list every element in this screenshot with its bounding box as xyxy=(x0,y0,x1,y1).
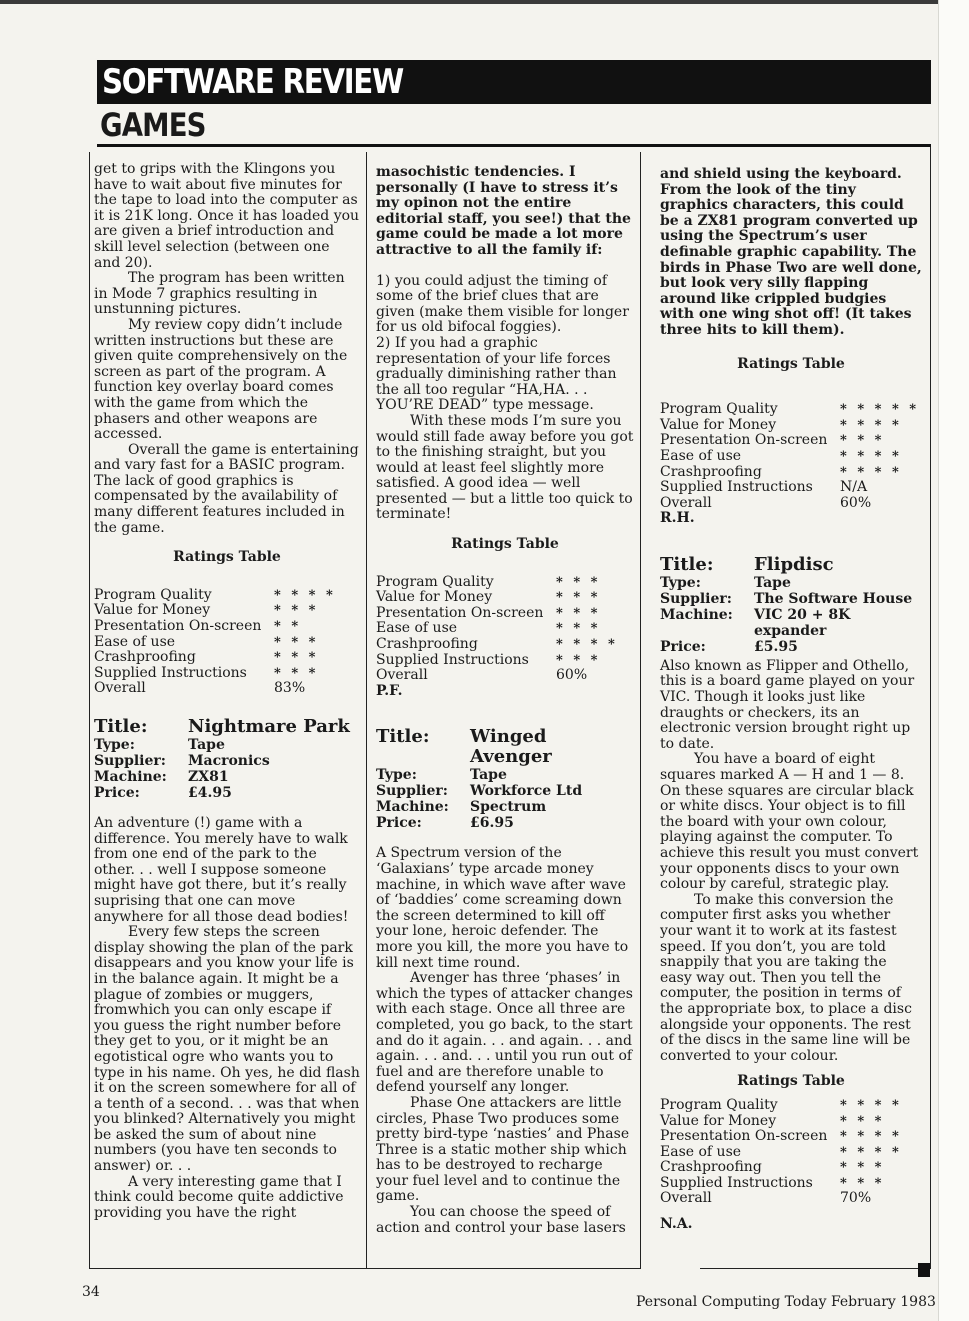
column-1 xyxy=(94,162,360,1221)
rating-value: * * * xyxy=(840,1175,885,1191)
info-row xyxy=(94,753,360,769)
rating-value: * * * * xyxy=(840,1097,902,1113)
info-row xyxy=(376,799,634,815)
review-paragraph: Avenger has three ‘phases’ in which the types of attacker changes with each stage. Once all three are completed, you go back, to the start and do it again. . . and again. . . and again. . . and. . . until you run out of fuel and are therefore unable to defend yourself any longer. xyxy=(376,970,633,1096)
rating-value: * * * xyxy=(274,665,319,681)
review-paragraph: Phase One attackers are little circles, Phase Two produces some pretty bird-type ‘nasties’ and Phase Three is a static mother ship which has to be destroyed to recharge your fuel level and to continue the game. xyxy=(376,1094,630,1205)
rating-label: Program Quality xyxy=(660,1096,778,1113)
body-paragraph: masochistic tendencies. I personally (I have to stress it’s my opinon not the entire editorial staff, you see!) that the game could be made a lot more attractive to all the family if: xyxy=(376,164,631,258)
body-paragraph: The program has been written in Mode 7 graphics resulting in unstunning pictures. xyxy=(94,270,345,318)
rating-value: * * * xyxy=(840,1113,885,1129)
info-row xyxy=(660,575,922,591)
rating-label: Overall xyxy=(94,680,146,697)
title-label: Title: xyxy=(376,726,430,748)
info-key: Machine: xyxy=(94,769,167,785)
rating-label: Ease of use xyxy=(94,633,176,650)
body-paragraph: My review copy didn’t include written instructions but these are given quite comprehensively on the screen as part of the program. A function key overlay board comes with the game from which the phasers and other weapons are accessed. xyxy=(94,316,348,443)
game-title-row xyxy=(94,717,360,737)
ratings-table-heading: Ratings Table xyxy=(451,536,559,553)
rating-row xyxy=(94,666,360,682)
rating-row xyxy=(660,1114,922,1130)
rating-label: Crashproofing xyxy=(94,649,196,666)
rating-row xyxy=(660,465,922,481)
rating-row xyxy=(376,637,634,653)
rating-row xyxy=(660,1145,922,1161)
info-row xyxy=(376,815,634,831)
rating-value: * * * xyxy=(840,1160,885,1176)
rating-value: * * * xyxy=(840,433,885,449)
info-value: The Software House xyxy=(754,590,913,607)
rating-label: Presentation On-screen xyxy=(660,1128,828,1145)
rating-label: Ease of use xyxy=(660,1143,742,1160)
info-value: Tape xyxy=(470,767,507,784)
rating-value: * * * * xyxy=(840,417,902,433)
rating-value: 60% xyxy=(556,667,588,684)
body-paragraph: and shield using the keyboard. From the look of the tiny graphics characters, this could be a ZX81 program converted up using the Spectrum’s user definable graphic capability. The birds in Phase Two are well done, but look very silly flapping around like crippled budgies with one wing shot off! (It takes three hits to kill them). xyxy=(660,166,922,338)
info-key: Machine: xyxy=(376,799,449,816)
rating-label: Value for Money xyxy=(660,416,777,433)
rating-value: * * xyxy=(274,619,302,635)
rating-value: * * * xyxy=(274,650,319,666)
ratings-table xyxy=(376,575,634,684)
review-paragraph: An adventure (!) game with a difference. You merely have to walk from one end of the park to the other. . . well I suppose someone might have got there, but it’s really suprising that one can move anywhere for all those dead bodies! xyxy=(94,815,349,925)
end-of-article-mark xyxy=(918,1263,930,1277)
info-value: VIC 20 + 8K expander xyxy=(754,606,851,639)
rating-row xyxy=(94,603,360,619)
info-value: £4.95 xyxy=(188,785,232,801)
info-value: £5.95 xyxy=(754,638,798,655)
game-title: Flipdisc xyxy=(754,553,834,575)
info-row xyxy=(660,607,922,639)
rating-label: Overall xyxy=(376,667,428,684)
info-value: Macronics xyxy=(188,753,270,769)
info-row xyxy=(94,737,360,753)
review-paragraph: You can choose the speed of action and control your base lasers xyxy=(376,1204,626,1236)
rating-value: 70% xyxy=(840,1190,872,1207)
info-row xyxy=(376,767,634,783)
rating-label: Value for Money xyxy=(660,1112,777,1129)
rating-label: Overall xyxy=(660,494,712,511)
reviewer-initials: N.A. xyxy=(660,1216,693,1233)
ratings-table xyxy=(660,1098,922,1207)
ratings-table-heading: Ratings Table xyxy=(737,1073,845,1090)
rating-value: * * * * xyxy=(274,587,336,603)
rating-value: * * * * * xyxy=(840,402,920,418)
info-key: Supplier: xyxy=(376,783,448,800)
rating-row xyxy=(376,621,634,637)
rating-row xyxy=(660,1191,922,1207)
rating-row xyxy=(94,635,360,651)
rating-row xyxy=(660,480,922,496)
review-paragraph: Every few steps the screen display showing the plan of the park disappears and you know your life is in the balance again. It might be a plague of zombies or muggers, fromwhich you can only escape if you guess the right number before they get to you, or it might be an egotistical ogre who wants you to type in his name. Oh yes, he did flash it on the screen somewhere for all of a tenth of a second. . . was that when you blinked? Alternatively you might be asked the sum of about nine numbers (you have ten seconds to answer) or. . . xyxy=(94,924,360,1175)
column-rule-right xyxy=(640,152,641,1269)
rating-label: Ease of use xyxy=(376,620,458,637)
rating-label: Crashproofing xyxy=(660,463,762,480)
rating-label: Presentation On-screen xyxy=(660,432,828,449)
rating-row xyxy=(376,590,634,606)
info-row xyxy=(376,783,634,799)
rating-value: * * * xyxy=(274,634,319,650)
reviewer-initials: R.H. xyxy=(660,510,695,527)
rating-row xyxy=(94,681,360,697)
top-rule xyxy=(0,0,969,4)
rating-label: Program Quality xyxy=(94,586,212,603)
rating-value: * * * xyxy=(556,652,601,668)
rating-value: * * * * xyxy=(840,1144,902,1160)
rating-label: Supplied Instructions xyxy=(660,1174,813,1191)
rating-value: * * * xyxy=(556,605,601,621)
rating-row xyxy=(660,1129,922,1145)
info-key: Price: xyxy=(660,638,706,655)
info-key: Price: xyxy=(376,815,422,832)
reviewer-initials: P.F. xyxy=(376,682,403,699)
title-label: Title: xyxy=(660,553,714,575)
rating-row xyxy=(94,619,360,635)
info-value: ZX81 xyxy=(188,769,229,785)
rating-row xyxy=(94,650,360,666)
column-rule-middle xyxy=(366,152,367,1269)
rating-row xyxy=(660,496,922,512)
rating-label: Crashproofing xyxy=(660,1159,762,1176)
info-value: Workforce Ltd xyxy=(470,783,583,800)
game-title-row xyxy=(660,555,922,575)
rating-label: Presentation On-screen xyxy=(376,604,544,621)
review-paragraph: You have a board of eight squares marked A — H and 1 — 8. On these squares are circular black or white discs. Your object is to fill the board with your own colour, playing against the computer. To achieve this result you must convert your opponents discs to your own colour by careful, strategic play. xyxy=(660,751,919,893)
info-value: Spectrum xyxy=(470,799,547,816)
rating-row xyxy=(94,588,360,604)
next-page-edge xyxy=(938,0,969,1321)
rating-row xyxy=(660,1160,922,1176)
review-paragraph: Also known as Flipper and Othello, this is a board game played on your VIC. Though it looks just like draughts or checkers, its an electronic version brought right up to date. xyxy=(660,657,915,752)
info-key: Type: xyxy=(376,767,417,784)
rating-value: 60% xyxy=(840,494,872,511)
body-paragraph: With these mods I’m sure you would still fade away before you got to the finishing straight, but you would at least feel slightly more satisfied. A good idea — well presented — but a little too quick to terminate! xyxy=(376,412,634,523)
rating-row xyxy=(660,433,922,449)
rating-row xyxy=(660,1176,922,1192)
rating-value: * * * xyxy=(556,590,601,606)
section-title: SOFTWARE REVIEW xyxy=(102,62,403,102)
game-title: Nightmare Park xyxy=(188,716,350,737)
page-number: 34 xyxy=(82,1284,100,1300)
review-paragraph: A very interesting game that I think could become quite addictive providing you have the right xyxy=(94,1173,344,1221)
rating-row xyxy=(660,418,922,434)
info-value: Tape xyxy=(754,574,791,591)
column-2 xyxy=(376,165,634,1236)
info-key: Price: xyxy=(94,785,140,801)
rating-label: Supplied Instructions xyxy=(94,664,247,681)
rating-value: * * * * xyxy=(840,1129,902,1145)
rating-label: Ease of use xyxy=(660,447,742,464)
rating-row xyxy=(376,653,634,669)
rating-row xyxy=(376,668,634,684)
rating-value: * * * xyxy=(556,574,601,590)
ratings-table xyxy=(94,588,360,697)
review-paragraph: To make this conversion the computer first asks you whether your want it to work at its fastest speed. If you don’t, you are told snappily that you are taking the easy way out. Then you tell the computer, the position in terms of the appropriate box, to place a disc alongside your opponents. The rest of the discs in the same line will be converted to your colour. xyxy=(660,891,912,1064)
rating-label: Value for Money xyxy=(94,602,211,619)
info-row xyxy=(94,785,360,801)
rating-label: Program Quality xyxy=(376,573,494,590)
rating-label: Crashproofing xyxy=(376,636,478,653)
column2-bottom-rule xyxy=(366,1268,640,1269)
rating-label: Program Quality xyxy=(660,401,778,418)
rating-value: * * * xyxy=(274,603,319,619)
info-value: Tape xyxy=(188,737,225,753)
rating-value: * * * * xyxy=(840,448,902,464)
rating-row xyxy=(660,1098,922,1114)
info-row xyxy=(660,591,922,607)
info-key: Supplier: xyxy=(660,590,732,607)
info-key: Type: xyxy=(660,574,701,591)
rating-value: * * * * xyxy=(840,464,902,480)
rating-value: N/A xyxy=(840,479,868,496)
ratings-table-heading: Ratings Table xyxy=(173,549,281,566)
info-row xyxy=(94,769,360,785)
body-paragraph: get to grips with the Klingons you have to wait about five minutes for the tape to load into the computer as it is 21K long. Once it has loaded you are given a brief introduction and skill level selection (between one and 20). xyxy=(94,161,360,271)
column1-bottom-rule xyxy=(89,1268,366,1269)
rating-row xyxy=(376,575,634,591)
info-key: Supplier: xyxy=(94,753,166,769)
body-paragraph: 2) If you had a graphic representation of your life forces gradually diminishing rather than the all too regular “HA,HA. . . YOU’RE DEAD” type message. xyxy=(376,334,617,414)
ratings-table-heading: Ratings Table xyxy=(737,355,845,372)
game-title-row xyxy=(376,727,634,767)
column-rule-left xyxy=(89,152,90,1269)
info-value: £6.95 xyxy=(470,815,514,832)
review-paragraph: A Spectrum version of the ‘Galaxians’ type arcade money machine, in which wave after wave of ‘baddies’ come screaming down the screen determined to kill off your lone, heroic defender. The more you kill, the more you have to kill next time round. xyxy=(376,845,629,971)
rating-value: * * * * xyxy=(556,637,618,653)
rating-label: Overall xyxy=(660,1190,712,1207)
rating-label: Supplied Instructions xyxy=(376,651,529,668)
rating-value: * * * xyxy=(556,621,601,637)
subsection-title: GAMES xyxy=(100,106,206,144)
rating-row xyxy=(660,449,922,465)
header-rule xyxy=(97,144,931,147)
info-key: Type: xyxy=(94,737,135,753)
column-3 xyxy=(660,167,922,1233)
rating-label: Presentation On-screen xyxy=(94,618,262,635)
rating-value: 83% xyxy=(274,680,306,697)
title-label: Title: xyxy=(94,716,148,737)
ratings-table xyxy=(660,402,922,511)
rating-row xyxy=(376,606,634,622)
info-row xyxy=(660,639,922,655)
box-rule-right xyxy=(930,147,931,1269)
rating-row xyxy=(660,402,922,418)
column3-bottom-rule xyxy=(700,1268,930,1269)
body-paragraph: Overall the game is entertaining and vary fast for a BASIC program. The lack of good graphics is compensated by the availability of many different features included in the game. xyxy=(94,441,359,536)
magazine-footer: Personal Computing Today February 1983 xyxy=(636,1294,936,1310)
rating-label: Value for Money xyxy=(376,589,493,606)
game-title: Winged Avenger xyxy=(470,726,552,768)
body-paragraph: 1) you could adjust the timing of some of the brief clues that are given (make them visible for longer for us old bifocal foggies). xyxy=(376,272,629,336)
info-key: Machine: xyxy=(660,606,733,623)
rating-label: Supplied Instructions xyxy=(660,479,813,496)
